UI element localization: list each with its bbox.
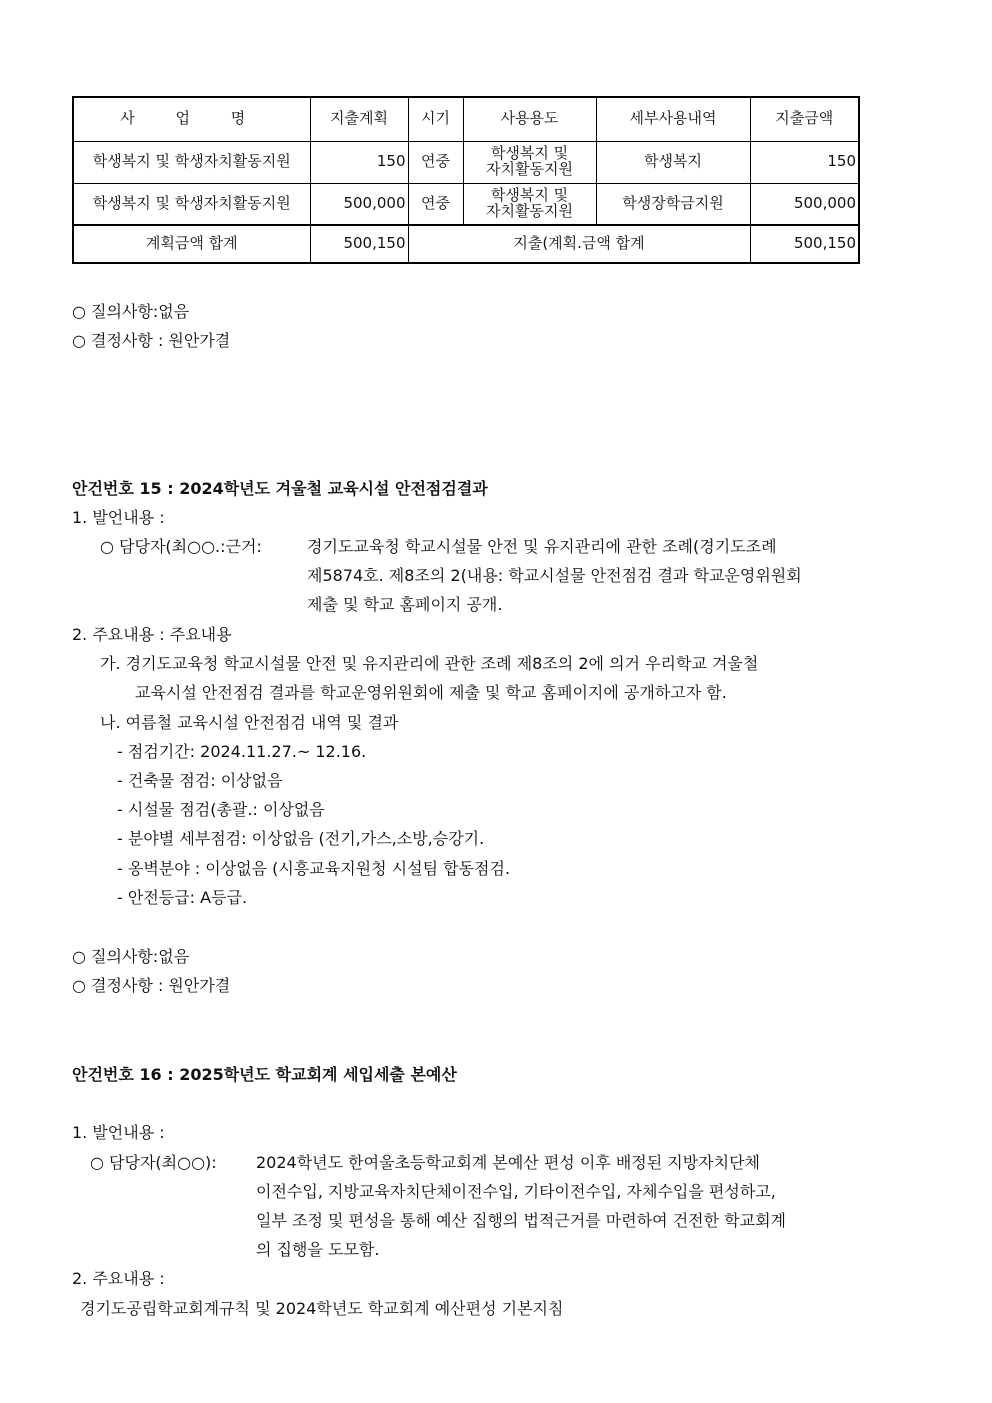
agenda-15-speaker: ○ 담당자(최○○.:근거: (100, 537, 262, 556)
header-business-name: 사 업 명 (73, 97, 310, 141)
agenda-15-speech-line: 제출 및 학교 홈페이지 공개. (307, 595, 503, 614)
header-detail: 세부사용내역 (596, 97, 750, 141)
inquiry-line: ○ 질의사항:없음 (72, 947, 190, 966)
header-amount: 지출금액 (750, 97, 859, 141)
agenda-16-heading-2: 2. 주요내용 : (72, 1269, 165, 1288)
agenda-15-bullet: - 분야별 세부점검: 이상없음 (전기,가스,소방,승강기. (117, 829, 485, 848)
cell-amount: 150 (750, 141, 859, 183)
header-plan: 지출계획 (310, 97, 408, 141)
cell-name: 학생복지 및 학생자치활동지원 (73, 183, 310, 225)
agenda-16-speaker: ○ 담당자(최○○): (90, 1153, 217, 1172)
table-row (73, 183, 859, 225)
cell-plan: 150 (310, 141, 408, 183)
agenda-15-bullet: - 점검기간: 2024.11.27.~ 12.16. (117, 742, 367, 761)
cell-detail: 학생복지 (596, 141, 750, 183)
cell-amount: 500,000 (750, 183, 859, 225)
decision-line: ○ 결정사항 : 원안가결 (72, 331, 231, 350)
agenda-15-bullet: - 옹벽분야 : 이상없음 (시흥교육지원청 시설팀 합동점검. (117, 859, 511, 878)
cell-name: 학생복지 및 학생자치활동지원 (73, 141, 310, 183)
agenda-16-heading-1: 1. 발언내용 : (72, 1123, 165, 1142)
agenda-16-speech-line: 일부 조정 및 편성을 통해 예산 집행의 법적근거를 마련하여 건전한 학교회계 (256, 1211, 786, 1230)
inquiry-line: ○ 질의사항:없음 (72, 302, 190, 321)
decision-line: ○ 결정사항 : 원안가결 (72, 976, 231, 995)
cell-plan: 500,000 (310, 183, 408, 225)
cell-period: 연중 (408, 141, 463, 183)
total-label-2: 지출(계획.금액 합계 (408, 225, 750, 263)
total-plan: 500,150 (310, 225, 408, 263)
agenda-15-speech-line: 제5874호. 제8조의 2(내용: 학교시설물 안전점검 결과 학교운영위원회 (307, 566, 802, 585)
table-row (73, 141, 859, 183)
agenda-15-bullet: - 시설물 점검(총괄.: 이상없음 (117, 800, 325, 819)
agenda-16-speech-line: 2024학년도 한여울초등학교회계 본예산 편성 이후 배정된 지방자치단체 (256, 1153, 761, 1172)
agenda-15-item-na: 나. 여름철 교육시설 안전점검 내역 및 결과 (100, 713, 399, 732)
agenda-15-item-ga: 가. 경기도교육청 학교시설물 안전 및 유지관리에 관한 조례 제8조의 2에 의거 우리학교 겨울철 (100, 654, 759, 673)
agenda-15-title: 안건번호 15 : 2024학년도 겨울철 교육시설 안전점검결과 (72, 479, 488, 498)
cell-detail: 학생장학금지원 (596, 183, 750, 225)
agenda-15-item-ga-cont: 교육시설 안전점검 결과를 학교운영위원회에 제출 및 학교 홈페이지에 공개하고자 함. (135, 683, 727, 702)
header-period: 시기 (408, 97, 463, 141)
agenda-15-speech-line: 경기도교육청 학교시설물 안전 및 유지관리에 관한 조례(경기도조례 (307, 537, 777, 556)
agenda-16-speech-line: 의 집행을 도모함. (256, 1240, 380, 1259)
agenda-16-content: 경기도공립학교회계규칙 및 2024학년도 학교회계 예산편성 기본지침 (80, 1299, 564, 1318)
cell-usage: 학생복지 및 자치활동지원 (463, 183, 596, 225)
table-header-row (73, 97, 859, 141)
agenda-15-heading-2: 2. 주요내용 : 주요내용 (72, 625, 232, 644)
budget-table (72, 96, 860, 264)
table-total-row (73, 225, 859, 263)
cell-period: 연중 (408, 183, 463, 225)
cell-usage: 학생복지 및 자치활동지원 (463, 141, 596, 183)
agenda-15-bullet: - 건축물 점검: 이상없음 (117, 771, 283, 790)
total-label: 계획금액 합계 (73, 225, 310, 263)
agenda-16-title: 안건번호 16 : 2025학년도 학교회계 세입세출 본예산 (72, 1065, 457, 1084)
header-usage: 사용용도 (463, 97, 596, 141)
agenda-15-heading-1: 1. 발언내용 : (72, 508, 165, 527)
agenda-15-bullet: - 안전등급: A등급. (117, 888, 248, 907)
total-amount: 500,150 (750, 225, 859, 263)
agenda-16-speech-line: 이전수입, 지방교육자치단체이전수입, 기타이전수입, 자체수입을 편성하고, (256, 1182, 776, 1201)
